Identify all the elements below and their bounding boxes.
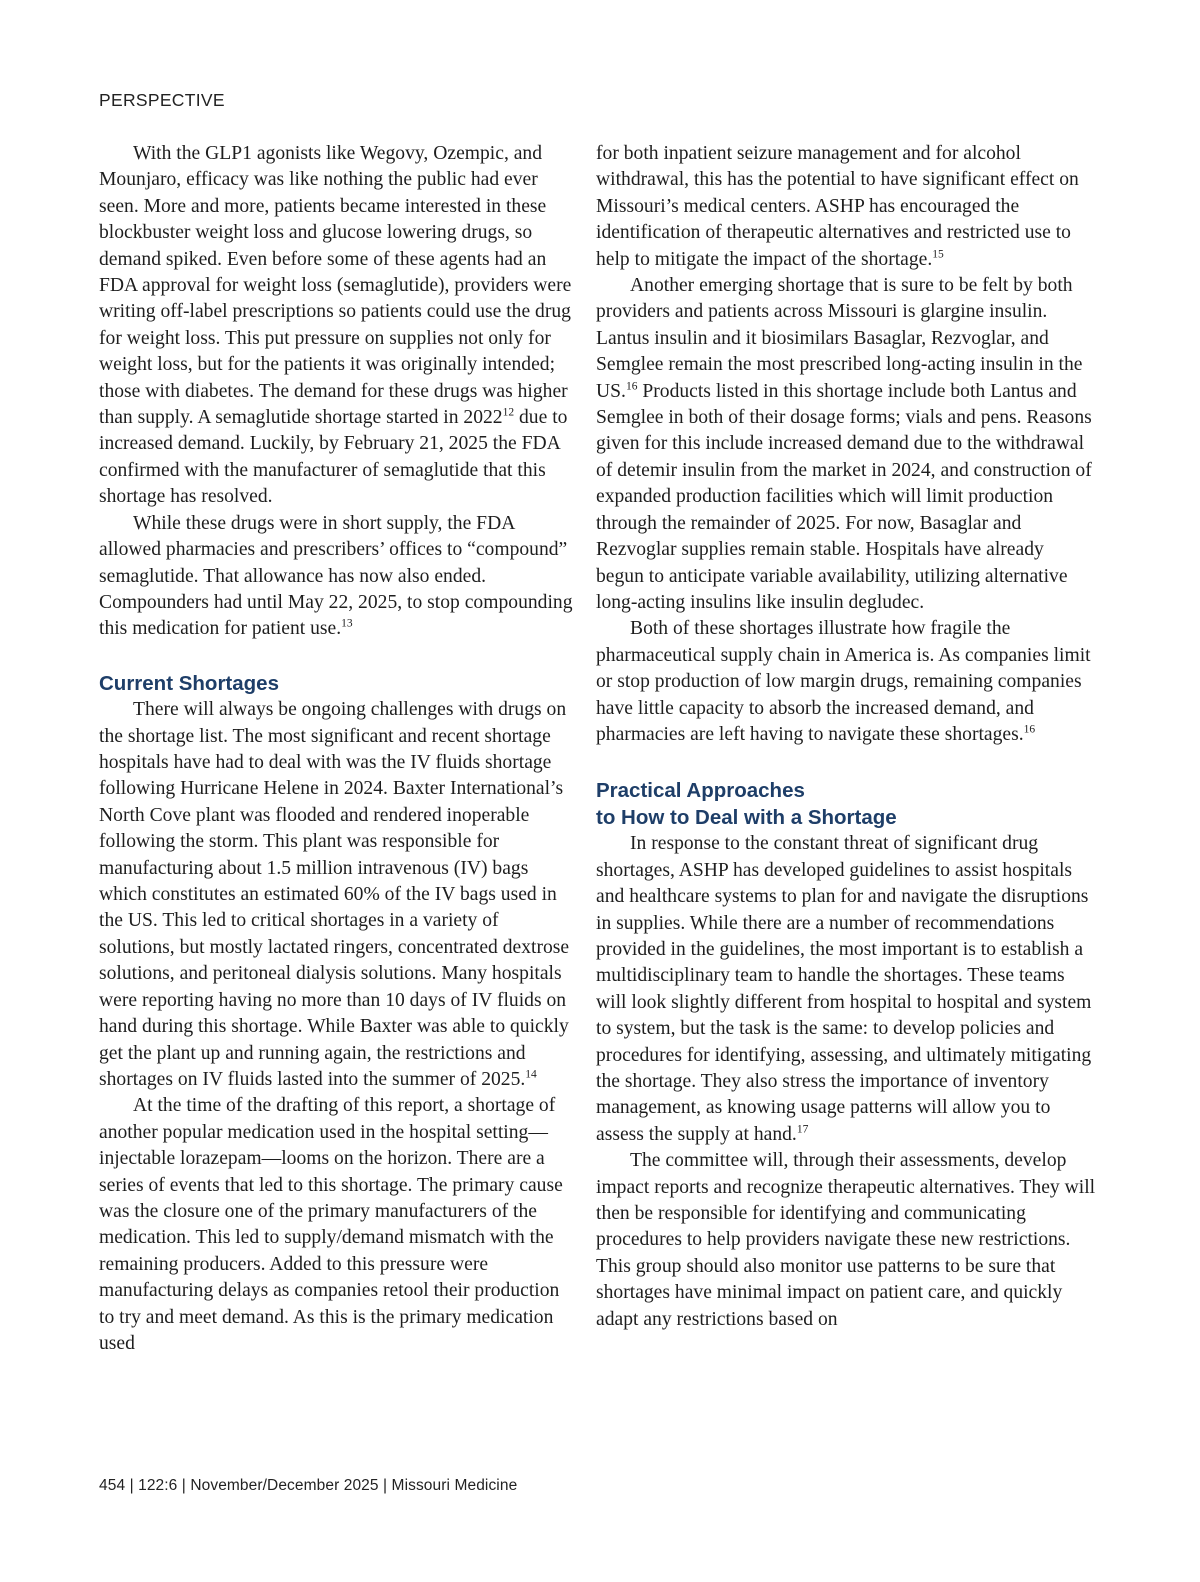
heading-line: to How to Deal with a Shortage (596, 805, 897, 829)
heading-current-shortages: Current Shortages (99, 671, 279, 695)
page-footer: 454 | 122:6 | November/December 2025 | Missouri Medicine (99, 1477, 518, 1494)
paragraph-text: Another emerging shortage that is sure to be felt by both providers and patients across Missouri is glargine insulin. Lantus insulin and it biosimilars Basaglar, Rezvoglar, and Semglee remain the most prescribed long-acting insulin in the US. (596, 275, 1083, 402)
paragraph-compounding (99, 511, 573, 643)
paragraph-text: Both of these shortages illustrate how fragile the pharmaceutical supply chain in America is. As companies limit or stop production of low margin drugs, remaining companies have little capacity to absorb the increased demand, and pharmacies are left having to navigate these shortages. (596, 618, 1091, 745)
reference-superscript: 12 (502, 406, 515, 419)
paragraph-text: The committee will, through their assessments, develop impact reports and recognize therapeutic alternatives. They will then be responsible for identifying and communicating procedures to help providers navigate these new restrictions. This group should also monitor use patterns to be sure that shortages have minimal impact on patient care, and quickly adapt any restrictions based on (596, 1150, 1096, 1330)
reference-superscript: 15 (932, 248, 944, 261)
paragraph-glargine (596, 273, 1096, 616)
paragraph-text: Products listed in this shortage include both Lantus and Semglee in both of their dosage forms; vials and pens. Reasons given for this include increased demand due to the withdrawal of detemir insulin from the market in 2024, and construction of expanded production facilities which will limit production through the remainder of 2025. For now, Basaglar and Rezvoglar supplies remain stable. Hospitals have already begun to anticipate variable availability, utilizing alternative long-acting insulins like insulin degludec. (596, 380, 1092, 613)
right-column (596, 141, 1096, 1333)
reference-superscript: 16 (1023, 723, 1036, 736)
paragraph-iv-fluids (99, 697, 573, 1093)
left-column (99, 141, 573, 1357)
paragraph-text: due to increased demand. Luckily, by February 21, 2025 the FDA confirmed with the manufacturer of semaglutide that this shortage has resolved. (99, 407, 568, 508)
paragraph-text: There will always be ongoing challenges with drugs on the shortage list. The most significant and recent shortage hospitals have had to deal with was the IV fluids shortage following Hurricane Helene in 2024. Baxter International’s North Cove plant was flooded and rendered inoperable following the storm. This plant was responsible for manufacturing about 1.5 million intravenous (IV) bags which constitutes an estimated 60% of the IV bags used in the US. This led to critical shortages in a variety of solutions, but mostly lactated ringers, concentrated dextrose solutions, and peritoneal dialysis solutions. Many hospitals were reporting having no more than 10 days of IV fluids on hand during this shortage. While Baxter was able to quickly get the plant up and running again, the restrictions and shortages on IV fluids lasted into the summer of 2025. (99, 699, 570, 1090)
paragraph-text: for both inpatient seizure management and for alcohol withdrawal, this has the potential to have significant effect on Missouri’s medical centers. ASHP has encouraged the identification of therapeutic alternatives and restricted use to help to mitigate the impact of the shortage. (596, 143, 1079, 270)
reference-superscript: 17 (796, 1123, 809, 1136)
paragraph-text: With the GLP1 agonists like Wegovy, Ozempic, and Mounjaro, efficacy was like nothing the public had ever seen. More and more, patients became interested in these blockbuster weight loss and glucose lowering drugs, so demand spiked. Even before some of these agents had an FDA approval for weight loss (semaglutide), providers were writing off-label prescriptions so patients could use the drug for weight loss. This put pressure on supplies not only for weight loss, but for the patients it was originally intended; those with diabetes. The demand for these drugs was higher than supply. A semaglutide shortage started in 2022 (99, 143, 572, 429)
reference-superscript: 13 (341, 617, 353, 630)
section-label: PERSPECTIVE (99, 90, 225, 110)
paragraph-lorazepam (99, 1093, 573, 1357)
paragraph-committee (596, 1148, 1096, 1333)
paragraph-ashp-guidelines (596, 831, 1096, 1148)
paragraph-text: At the time of the drafting of this report, a shortage of another popular medication used in the hospital setting—injectable lorazepam—looms on the horizon. There are a series of events that led to this shortage. The primary cause was the closure one of the primary manufacturers of the medication. This led to supply/demand mismatch with the remaining producers. Added to this pressure were manufacturing delays as companies retool their production to try and meet demand. As this is the primary medication used (99, 1095, 563, 1354)
heading-line: Practical Approaches (596, 779, 805, 803)
paragraph-text: While these drugs were in short supply, the FDA allowed pharmacies and prescribers’ offices to “compound” semaglutide. That allowance has now also ended. Compounders had until May 22, 2025, to stop compounding this medication for patient use. (99, 512, 573, 640)
paragraph-supply-chain (596, 616, 1096, 748)
paragraph-glp1 (99, 141, 573, 511)
reference-superscript: 16 (625, 380, 638, 393)
paragraph-text: In response to the constant threat of significant drug shortages, ASHP has developed guidelines to assist hospitals and healthcare systems to plan for and navigate the disruptions in supplies. While there are a number of recommendations provided in the guidelines, the most important is to establish a multidisciplinary team to handle the shortages. These teams will look slightly different from hospital to hospital and system to system, but the task is the same: to develop policies and procedures for identifying, assessing, and ultimately mitigating the shortage. They also stress the importance of inventory management, as knowing usage patterns will allow you to assess the supply at hand. (596, 833, 1092, 1145)
heading-practical-approaches (596, 778, 1096, 831)
paragraph-continued (596, 141, 1096, 273)
reference-superscript: 14 (525, 1068, 537, 1081)
